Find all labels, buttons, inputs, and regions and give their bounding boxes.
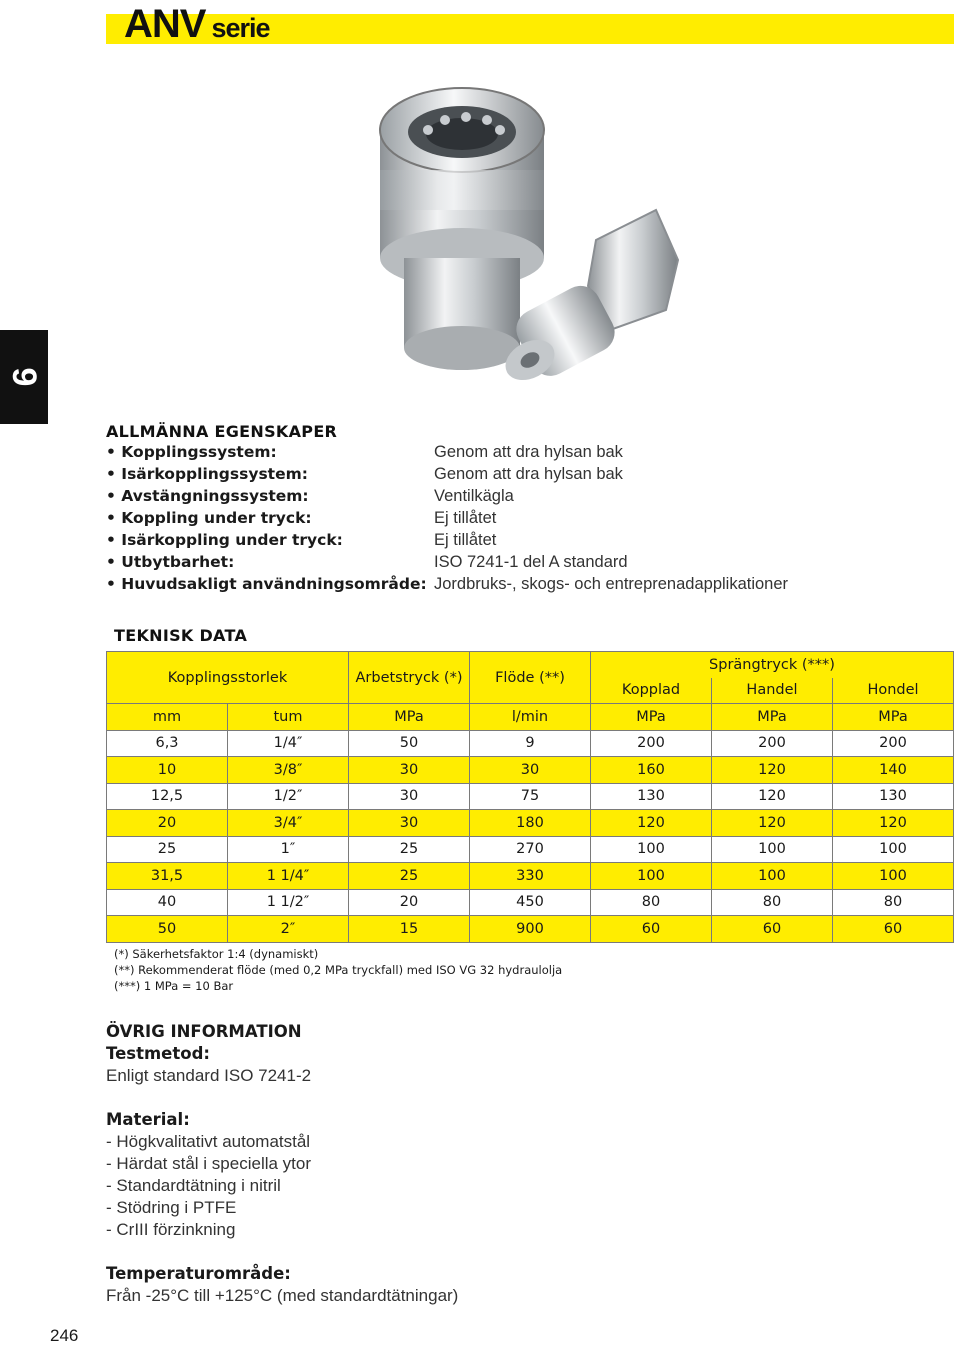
table-cell: 12,5: [107, 783, 228, 810]
table-header-row: [107, 652, 954, 678]
table-cell: 9: [470, 730, 591, 757]
table-cell: 100: [833, 836, 954, 863]
table-cell: 60: [591, 916, 712, 943]
table-cell: 30: [349, 783, 470, 810]
table-cell: 160: [591, 757, 712, 784]
table-cell: 1 1/2″: [228, 889, 349, 916]
footnote: (**) Rekommenderat flöde (med 0,2 MPa tryckfall) med ISO VG 32 hydraulolja: [114, 963, 563, 977]
other-information: [106, 1022, 806, 1308]
table-row: [107, 783, 954, 810]
property-value: Jordbruks-, skogs- och entreprenadapplikationer: [434, 575, 789, 593]
property-value: Genom att dra hylsan bak: [434, 443, 623, 461]
property-label: • Kopplingssystem:: [106, 443, 277, 461]
table-cell: 80: [833, 889, 954, 916]
other-information-heading: ÖVRIG INFORMATION: [106, 1022, 302, 1041]
table-row: [107, 916, 954, 943]
table-cell: 25: [107, 836, 228, 863]
general-properties-list: [106, 443, 946, 597]
material-item: - Stödring i PTFE: [106, 1198, 237, 1217]
table-row: [107, 730, 954, 757]
table-cell: 10: [107, 757, 228, 784]
property-value: Ventilkägla: [434, 487, 514, 505]
table-cell: 1/2″: [228, 783, 349, 810]
property-row: [106, 531, 946, 553]
material-item: - Högkvalitativt automatstål: [106, 1132, 311, 1151]
property-row: [106, 443, 946, 465]
table-cell: 20: [349, 889, 470, 916]
table-cell: 50: [349, 730, 470, 757]
table-cell: 900: [470, 916, 591, 943]
table-cell: 120: [591, 810, 712, 837]
table-cell: 130: [591, 783, 712, 810]
table-cell: 80: [712, 889, 833, 916]
property-value: Genom att dra hylsan bak: [434, 465, 623, 483]
coupling-product-image: [370, 60, 690, 390]
table-cell: 100: [712, 836, 833, 863]
table-cell: 120: [833, 810, 954, 837]
table-cell: 3/8″: [228, 757, 349, 784]
table-cell: 100: [712, 863, 833, 890]
unit-cell: MPa: [349, 704, 470, 731]
test-method-label: Testmetod:: [106, 1044, 210, 1063]
header-pressure: Arbetstryck (*): [349, 652, 470, 704]
table-cell: 15: [349, 916, 470, 943]
temperature-value: Från -25°C till +125°C (med standardtätningar): [106, 1286, 459, 1305]
header-coupled: Kopplad: [591, 678, 712, 704]
unit-cell: l/min: [470, 704, 591, 731]
page-number: 246: [50, 1326, 79, 1345]
material-item: - CrIII förzinkning: [106, 1220, 236, 1239]
property-value: Ej tillåtet: [434, 509, 497, 527]
table-cell: 100: [591, 836, 712, 863]
table-cell: 1″: [228, 836, 349, 863]
table-cell: 180: [470, 810, 591, 837]
table-cell: 30: [349, 757, 470, 784]
unit-cell: tum: [228, 704, 349, 731]
property-label: • Isärkopplingssystem:: [106, 465, 308, 483]
technical-data-table: [106, 651, 954, 943]
table-footnotes: [114, 946, 562, 994]
property-label: • Utbytbarhet:: [106, 553, 235, 571]
footnote: (*) Säkerhetsfaktor 1:4 (dynamiskt): [114, 947, 319, 961]
property-value: Ej tillåtet: [434, 531, 497, 549]
table-row: [107, 863, 954, 890]
series-label: serie: [211, 13, 270, 43]
table-cell: 50: [107, 916, 228, 943]
header-flow: Flöde (**): [470, 652, 591, 704]
table-cell: 120: [712, 757, 833, 784]
table-cell: 3/4″: [228, 810, 349, 837]
material-label: Material:: [106, 1110, 190, 1129]
page-title: [124, 2, 270, 47]
unit-cell: MPa: [591, 704, 712, 731]
property-value: ISO 7241-1 del A standard: [434, 553, 628, 571]
table-cell: 31,5: [107, 863, 228, 890]
unit-cell: MPa: [833, 704, 954, 731]
chapter-number: 9: [5, 367, 44, 387]
property-label: • Koppling under tryck:: [106, 509, 312, 527]
table-cell: 6,3: [107, 730, 228, 757]
technical-data-heading: TEKNISK DATA: [114, 626, 248, 645]
test-method-value: Enligt standard ISO 7241-2: [106, 1066, 312, 1085]
property-label: • Huvudsakligt användningsområde:: [106, 575, 427, 593]
property-row: [106, 553, 946, 575]
property-row: [106, 487, 946, 509]
table-cell: 1 1/4″: [228, 863, 349, 890]
footnote: (***) 1 MPa = 10 Bar: [114, 979, 234, 993]
unit-cell: MPa: [712, 704, 833, 731]
table-cell: 450: [470, 889, 591, 916]
property-label: • Avstängningssystem:: [106, 487, 309, 505]
table-cell: 140: [833, 757, 954, 784]
table-cell: 2″: [228, 916, 349, 943]
property-row: [106, 575, 946, 597]
property-row: [106, 465, 946, 487]
table-cell: 40: [107, 889, 228, 916]
table-cell: 120: [712, 783, 833, 810]
table-cell: 30: [470, 757, 591, 784]
table-row: [107, 810, 954, 837]
property-row: [106, 509, 946, 531]
material-item: - Härdat stål i speciella ytor: [106, 1154, 312, 1173]
table-cell: 25: [349, 836, 470, 863]
table-row: [107, 889, 954, 916]
table-row: [107, 836, 954, 863]
table-cell: 75: [470, 783, 591, 810]
unit-cell: mm: [107, 704, 228, 731]
table-row: [107, 757, 954, 784]
table-cell: 200: [712, 730, 833, 757]
table-cell: 60: [712, 916, 833, 943]
property-label: • Isärkoppling under tryck:: [106, 531, 343, 549]
table-cell: 200: [591, 730, 712, 757]
table-cell: 60: [833, 916, 954, 943]
header-male: Handel: [712, 678, 833, 704]
table-cell: 200: [833, 730, 954, 757]
header-size: Kopplingsstorlek: [107, 652, 349, 704]
table-cell: 20: [107, 810, 228, 837]
table-cell: 270: [470, 836, 591, 863]
table-cell: 100: [833, 863, 954, 890]
table-cell: 120: [712, 810, 833, 837]
table-cell: 330: [470, 863, 591, 890]
table-units-row: [107, 704, 954, 731]
table-cell: 30: [349, 810, 470, 837]
general-properties-heading: ALLMÄNNA EGENSKAPER: [106, 422, 338, 441]
material-item: - Standardtätning i nitril: [106, 1176, 281, 1195]
table-cell: 130: [833, 783, 954, 810]
series-name: ANV: [124, 2, 206, 46]
header-burst: Sprängtryck (***): [591, 652, 954, 678]
table-cell: 100: [591, 863, 712, 890]
table-cell: 80: [591, 889, 712, 916]
table-cell: 1/4″: [228, 730, 349, 757]
table-cell: 25: [349, 863, 470, 890]
header-female: Hondel: [833, 678, 954, 704]
temperature-label: Temperaturområde:: [106, 1264, 291, 1283]
